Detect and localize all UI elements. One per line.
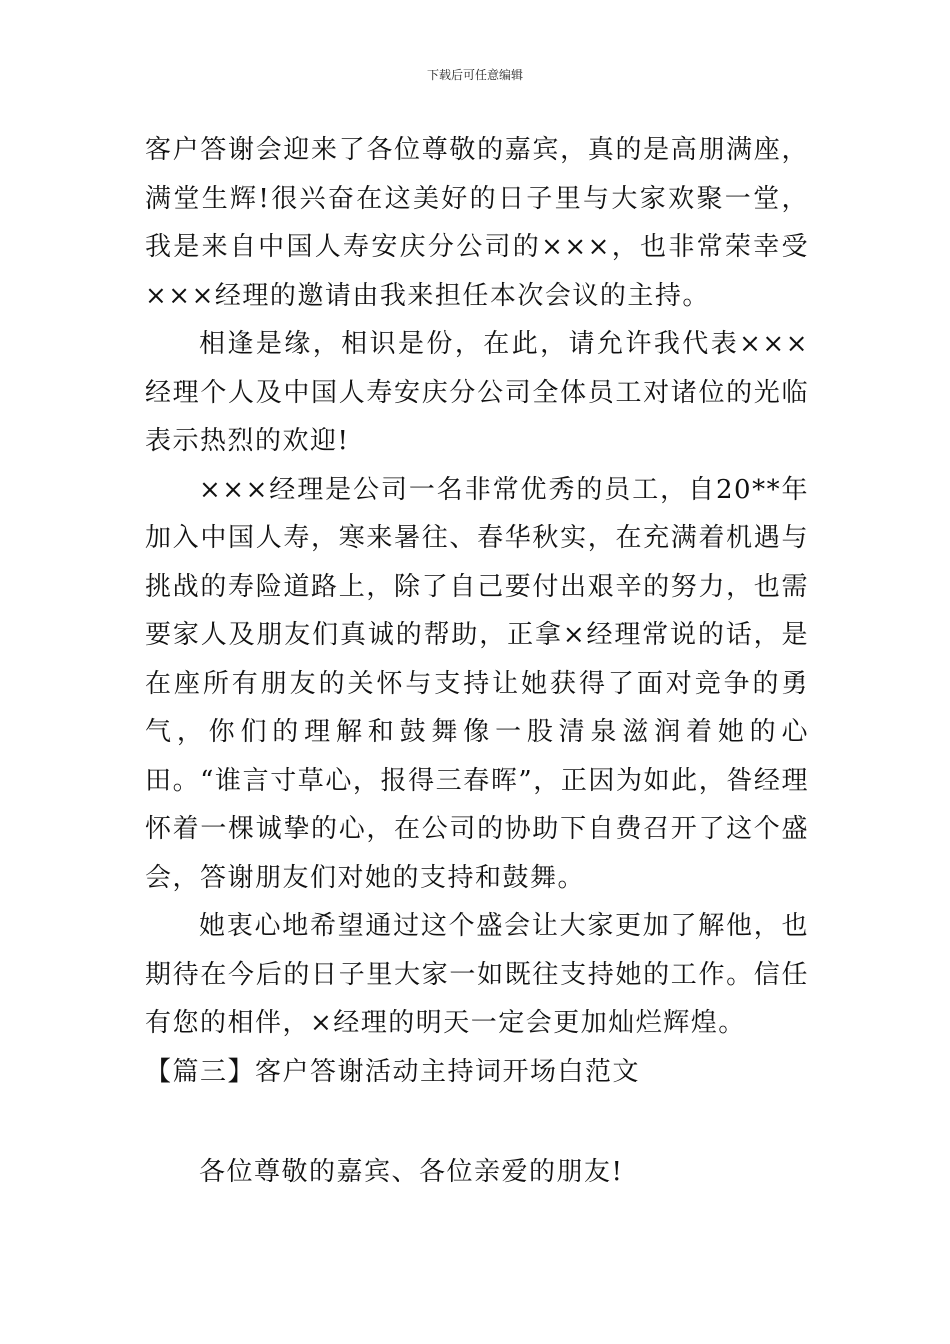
document-body <box>145 126 809 1197</box>
greeting-line: 各位尊敬的嘉宾、各位亲爱的朋友! <box>199 1157 624 1187</box>
paragraph-2: 相逢是缘，相识是份，在此，请允许我代表×××经理个人及中国人寿安庆分公司全体员工对诸位的光临表示热烈的欢迎! <box>145 329 809 456</box>
page-header-note: 下载后可任意编辑 <box>426 68 523 82</box>
paragraph-1: 客户答谢会迎来了各位尊敬的嘉宾，真的是高朋满座，满堂生辉!很兴奋在这美好的日子里与大家欢聚一堂，我是来自中国人寿安庆分公司的×××，也非常荣幸受×××经理的邀请由我来担任本次会议的主持。 <box>145 135 809 311</box>
section-spacer <box>145 1096 809 1148</box>
paragraph-4: 她衷心地希望通过这个盛会让大家更加了解他，也期待在今后的日子里大家一如既往支持她的工作。信任有您的相伴，×经理的明天一定会更加灿烂辉煌。 <box>145 911 809 1038</box>
section-title: 【篇三】客户答谢活动主持词开场白范文 <box>145 1056 641 1087</box>
paragraph-3: ×××经理是公司一名非常优秀的员工，自20**年加入中国人寿，寒来暑往、春华秋实，在充满着机遇与挑战的寿险道路上，除了自己要付出艰辛的努力，也需要家人及朋友们真诚的帮助，正拿×经理常说的话，是在座所有朋友的关怀与支持让她获得了面对竞争的勇气，你们的理解和鼓舞像一股清泉滋润着她的心田。“谁言寸草心，报得三春晖”，正因为如此，昝经理怀着一棵诚挚的心，在公司的协助下自费召开了这个盛会，答谢朋友们对她的支持和鼓舞。 <box>145 474 809 893</box>
